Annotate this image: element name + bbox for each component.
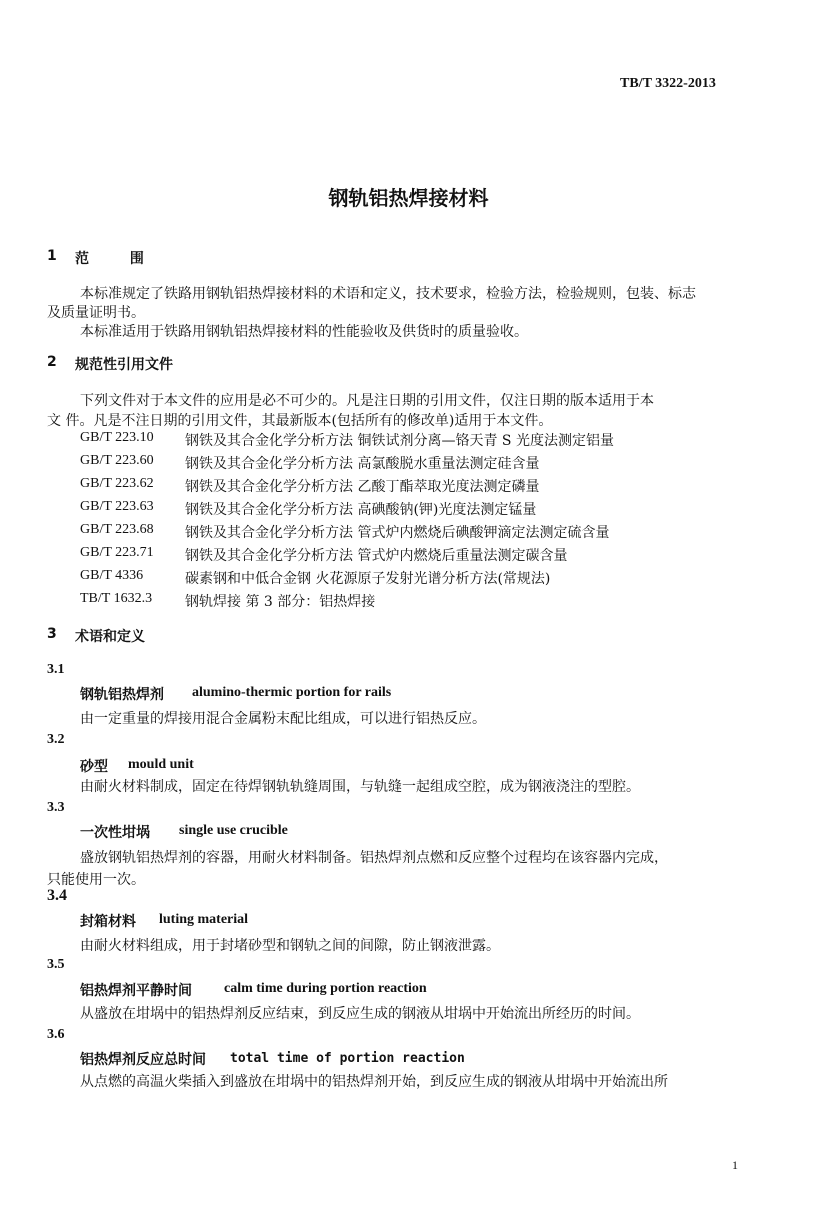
section-1-paragraph: 本标准规定了铁路用钢轨铝热焊接材料的术语和定义，技术要求，检验方法，检验规则，包装、标志	[80, 286, 696, 302]
term-number: 3.5	[47, 957, 65, 972]
section-1-paragraph: 及质量证明书。	[47, 305, 145, 321]
section-3-number: 3	[47, 626, 57, 642]
term-number: 3.1	[47, 662, 65, 677]
reference-code: GB/T 223.10	[80, 430, 154, 445]
page-number: 1	[732, 1158, 738, 1172]
reference-title: 钢铁及其合金化学分析方法 管式炉内燃烧后碘酸钾滴定法测定硫含量	[185, 525, 610, 541]
term-number: 3.2	[47, 732, 65, 747]
reference-title: 钢铁及其合金化学分析方法 高氯酸脱水重量法测定硅含量	[185, 456, 540, 472]
standard-number: TB/T 3322-2013	[620, 76, 716, 91]
term-number: 3.4	[47, 887, 67, 904]
term-chinese: 一次性坩埚	[80, 825, 150, 841]
section-2-paragraph: 下列文件对于本文件的应用是必不可少的。凡是注日期的引用文件，仅注日期的版本适用于本	[80, 393, 654, 409]
reference-title: 碳素钢和中低合金钢 火花源原子发射光谱分析方法(常规法)	[185, 571, 551, 587]
section-1-number: 1	[47, 248, 57, 264]
term-definition: 由耐火材料组成，用于封堵砂型和钢轨之间的间隙，防止钢液泄露。	[80, 938, 500, 954]
term-english: mould unit	[128, 757, 194, 772]
term-number: 3.3	[47, 800, 65, 815]
term-chinese: 钢轨铝热焊剂	[80, 687, 164, 703]
term-english: luting material	[159, 912, 249, 927]
reference-code: GB/T 223.60	[80, 453, 154, 468]
reference-code: GB/T 223.63	[80, 499, 154, 514]
term-chinese: 铝热焊剂反应总时间	[80, 1052, 206, 1068]
section-3-title: 术语和定义	[75, 629, 145, 645]
term-english: alumino-thermic portion for rails	[192, 685, 392, 700]
term-chinese: 铝热焊剂平静时间	[80, 983, 192, 999]
term-chinese: 砂型	[80, 759, 108, 775]
document-title: 钢轨铝热焊接材料	[328, 186, 489, 210]
term-number: 3.6	[47, 1027, 65, 1042]
reference-code: GB/T 223.71	[80, 545, 154, 560]
term-english: calm time during portion reaction	[224, 981, 427, 996]
term-english: total time of portion reaction	[230, 1051, 465, 1066]
section-1-paragraph: 本标准适用于铁路用钢轨铝热焊接材料的性能验收及供货时的质量验收。	[80, 324, 528, 340]
reference-code: TB/T 1632.3	[80, 591, 153, 606]
reference-title: 钢铁及其合金化学分析方法 乙酸丁酯萃取光度法测定磷量	[185, 479, 540, 495]
reference-code: GB/T 223.68	[80, 522, 154, 537]
reference-title: 钢铁及其合金化学分析方法 高碘酸钠(钾)光度法测定锰量	[185, 502, 537, 518]
reference-title: 钢轨焊接 第 3 部分：铝热焊接	[185, 594, 376, 610]
term-definition: 从盛放在坩埚中的铝热焊剂反应结束，到反应生成的钢液从坩埚中开始流出所经历的时间。	[80, 1006, 640, 1022]
reference-code: GB/T 4336	[80, 568, 144, 583]
term-definition: 盛放钢轨铝热焊剂的容器，用耐火材料制备。铝热焊剂点燃和反应整个过程均在该容器内完成，	[80, 850, 668, 866]
term-definition: 由耐火材料制成，固定在待焊钢轨轨缝周围，与轨缝一起组成空腔，成为钢液浇注的型腔。	[80, 779, 640, 795]
term-definition: 只能使用一次。	[47, 872, 145, 888]
reference-title: 钢铁及其合金化学分析方法 铜铁试剂分离—铬天青 S 光度法测定铝量	[185, 433, 614, 449]
term-definition: 由一定重量的焊接用混合金属粉末配比组成，可以进行铝热反应。	[80, 711, 486, 727]
section-1-title: 范 围	[75, 251, 162, 267]
reference-code: GB/T 223.62	[80, 476, 154, 491]
section-2-title: 规范性引用文件	[75, 357, 173, 373]
section-2-number: 2	[47, 354, 57, 370]
term-chinese: 封箱材料	[80, 914, 136, 930]
reference-title: 钢铁及其合金化学分析方法 管式炉内燃烧后重量法测定碳含量	[185, 548, 568, 564]
term-english: single use crucible	[179, 823, 288, 838]
term-definition: 从点燃的高温火柴插入到盛放在坩埚中的铝热焊剂开始，到反应生成的钢液从坩埚中开始流出所	[80, 1074, 668, 1090]
section-2-paragraph: 文 件。凡是不注日期的引用文件，其最新版本(包括所有的修改单)适用于本文件。	[47, 413, 553, 429]
